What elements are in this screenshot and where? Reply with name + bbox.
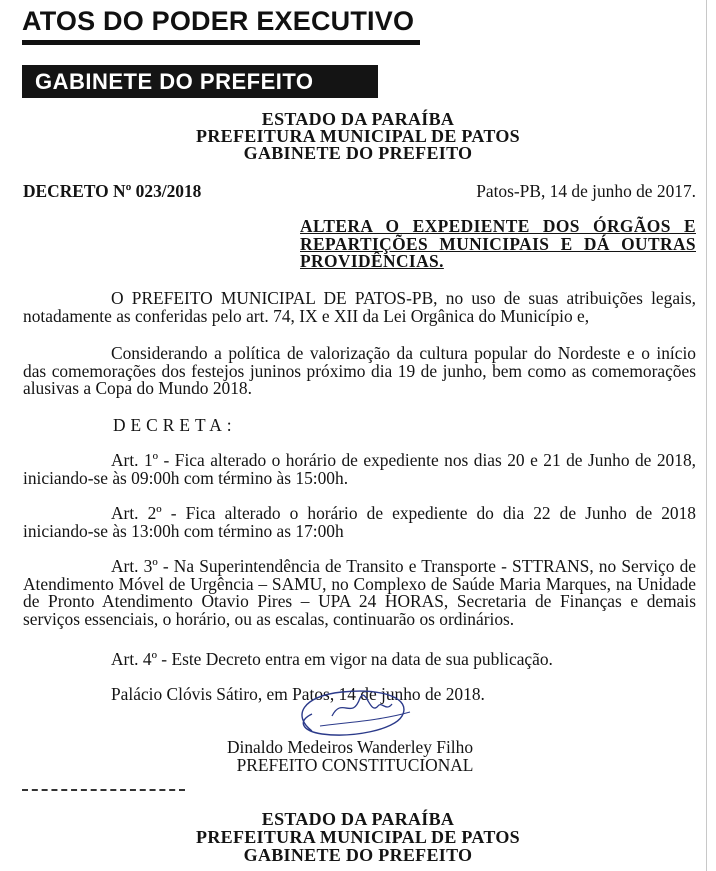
title-underline <box>22 40 420 45</box>
signer-title: PREFEITO CONSTITUCIONAL <box>236 755 474 775</box>
considering-text: Considerando a política de valorização da cultura popular do Nordeste e o início das comemorações dos festejos juninos próximo dia 19 de junho, bem como as comemorações alusivas a Copa do Mundo 2018. <box>23 343 696 398</box>
article-4 <box>23 651 696 669</box>
article-3-text: Art. 3º - Na Superintendência de Transito e Transporte - STTRANS, no Serviço de Atendimento Móvel de Urgência – SAMU, no Complexo de Saúde Maria Marques, na Unidade de Pronto Atendimento Otavio Pires – UPA 24 HORAS, Secretaria de Finanças e demais serviços essenciais, o horário, ou as escalas, continuarão os ordinários. <box>23 556 696 629</box>
header-prefecture: PREFEITURA MUNICIPAL DE PATOS <box>196 126 520 146</box>
closing-text: Palácio Clóvis Sátiro, em Patos, 14 de junho de 2018. <box>111 684 485 704</box>
preamble-paragraph <box>23 290 696 325</box>
article-3 <box>23 558 696 628</box>
next-header-office: GABINETE DO PREFEITO <box>243 845 473 865</box>
preamble-text: O PREFEITO MUNICIPAL DE PATOS-PB, no uso de suas atribuições legais, notadamente as conferidas pelo art. 74, IX e XII da Lei Orgânica do Município e, <box>23 288 696 326</box>
next-header-prefecture: PREFEITURA MUNICIPAL DE PATOS <box>196 827 520 847</box>
section-title: ATOS DO PODER EXECUTIVO <box>22 6 415 36</box>
article-2 <box>23 505 696 540</box>
decree-summary: ALTERA O EXPEDIENTE DOS ÓRGÃOS E REPARTIÇÕES MUNICIPAIS E DÁ OUTRAS PROVIDÊNCIAS. <box>300 216 696 271</box>
decree-number: DECRETO Nº 023/2018 <box>23 181 202 201</box>
article-2-text: Art. 2º - Fica alterado o horário de expediente do dia 22 de Junho de 2018 iniciando-se às 13:00h com término as 17:00h <box>23 503 696 541</box>
section-label-bar: GABINETE DO PREFEITO <box>22 65 378 98</box>
signer-name: Dinaldo Medeiros Wanderley Filho <box>226 737 474 757</box>
article-4-text: Art. 4º - Este Decreto entra em vigor na data de sua publicação. <box>111 649 553 669</box>
decreta-heading: DECRETA: <box>113 415 237 435</box>
next-header-state: ESTADO DA PARAÍBA <box>261 809 455 829</box>
decree-place-date: Patos-PB, 14 de junho de 2017. <box>476 181 696 201</box>
article-1 <box>23 452 696 487</box>
article-1-text: Art. 1º - Fica alterado o horário de expediente nos dias 20 e 21 de Junho de 2018, iniciando-se às 09:00h com término às 15:00h. <box>23 450 696 488</box>
separator-line <box>22 789 185 791</box>
considering-paragraph <box>23 345 696 398</box>
header-state: ESTADO DA PARAÍBA <box>261 109 455 129</box>
header-office: GABINETE DO PREFEITO <box>243 143 473 163</box>
